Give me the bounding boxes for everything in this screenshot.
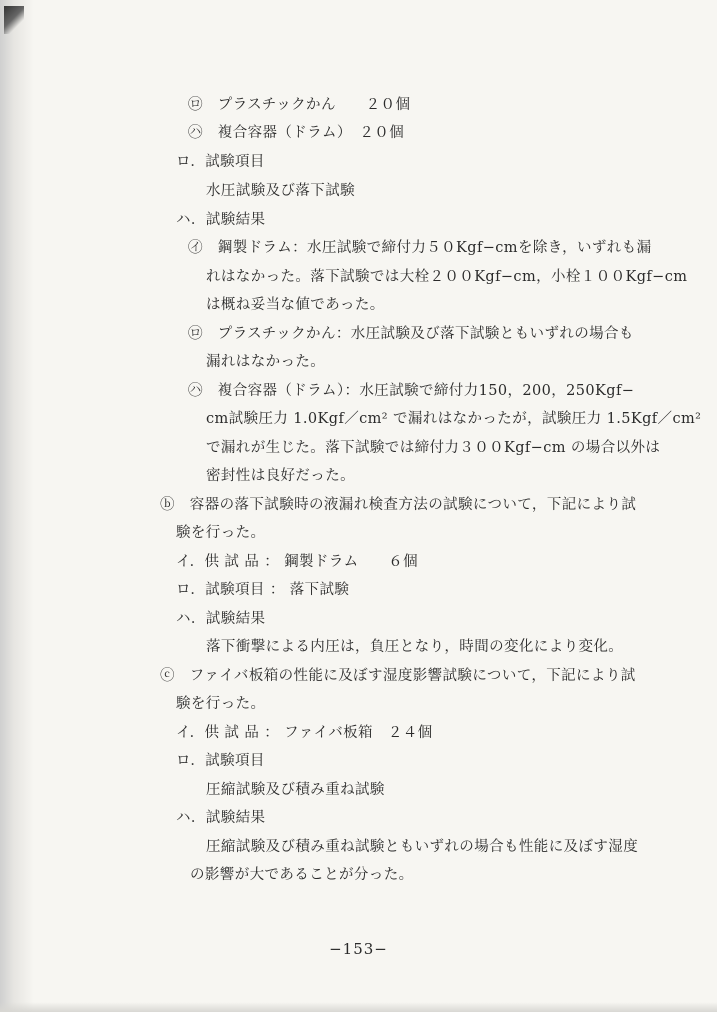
text-line: ハ．試験結果 [176,212,266,228]
text-line: の影響が大であることが分った。 [190,867,414,883]
text-line: ⓑ 容器の落下試験時の液漏れ検査方法の試験について，下記により試 [160,497,637,513]
text-line: イ．供 試 品 ： 鋼製ドラム ６個 [176,554,419,570]
text-line: ロ．試験項目 ： 落下試験 [176,582,350,598]
text-line: ⓒ ファイバ板箱の性能に及ぼす湿度影響試験について，下記により試 [160,668,636,684]
text-line: ロ．試験項目 [176,154,265,170]
text-line: は概ね妥当な値であった。 [206,297,385,313]
text-line: 漏れはなかった。 [206,354,326,370]
text-line: cm試験圧力 1.0Kgf／cm² で漏れはなかったが，試験圧力 1.5Kgf／cm² [206,411,702,427]
text-line: ロ．試験項目 [176,753,265,769]
text-line: ㋺ プラスチックかん：水圧試験及び落下試験ともいずれの場合も [188,326,634,342]
text-line: 落下衝撃による内圧は，負圧となり，時間の変化により変化。 [206,639,624,655]
text-line: ハ．試験結果 [176,810,266,826]
text-line: ㋺ プラスチックかん ２０個 [188,97,411,113]
text-line: ハ．試験結果 [176,611,266,627]
text-line: 圧縮試験及び積み重ね試験 [206,782,385,798]
text-line: イ．供 試 品 ： ファイバ板箱 ２４個 [176,725,433,741]
text-line: ㋑ 鋼製ドラム：水圧試験で締付力５０Kgf−cmを除き，いずれも漏 [188,240,652,256]
page-left-shadow [0,0,34,1012]
text-line: ㋩ 複合容器（ドラム） ２０個 [188,125,405,141]
text-line: 密封性は良好だった。 [206,468,355,484]
text-line: 水圧試験及び落下試験 [206,183,355,199]
text-line: ㋩ 複合容器（ドラム）：水圧試験で締付力150，200，250Kgf− [188,383,635,399]
page-bottom-shadow [0,1002,717,1012]
page-number: −153− [329,940,388,958]
page-corner-mark [4,6,24,34]
text-line: 験を行った。 [176,525,266,541]
text-line: 圧縮試験及び積み重ね試験ともいずれの場合も性能に及ぼす湿度 [206,839,639,855]
text-line: 験を行った。 [176,696,266,712]
text-line: で漏れが生じた。落下試験では締付力３００Kgf−cm の場合以外は [206,440,661,456]
text-line: れはなかった。落下試験では大栓２００Kgf−cm，小栓１００Kgf−cm [206,269,688,285]
